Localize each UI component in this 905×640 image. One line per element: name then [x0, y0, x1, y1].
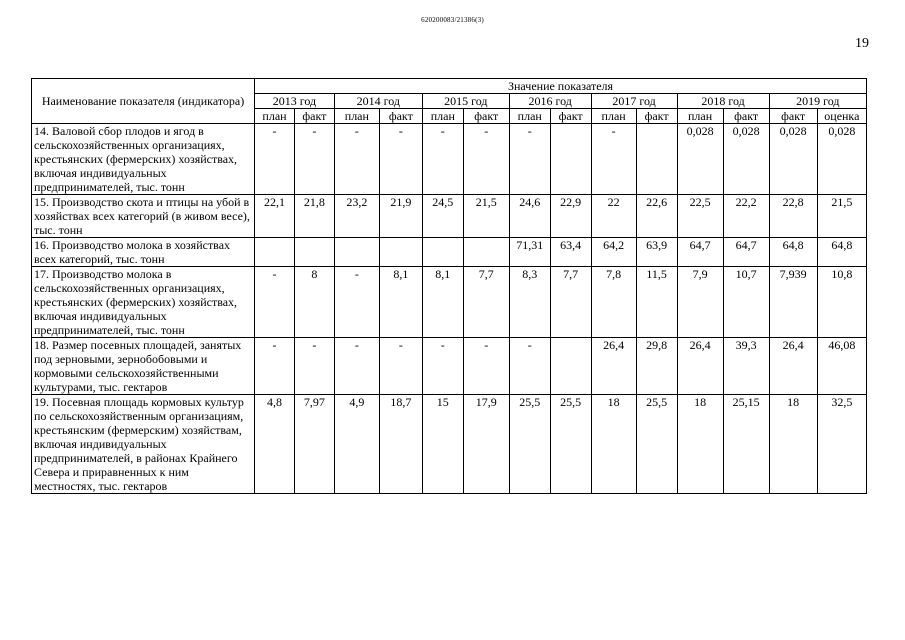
value-cell: 17,9 — [463, 395, 509, 494]
value-cell: 7,939 — [769, 267, 817, 338]
value-cell: - — [334, 124, 379, 195]
subcol-header: факт — [463, 109, 509, 124]
value-cell — [550, 124, 591, 195]
value-cell: - — [463, 124, 509, 195]
value-cell: - — [255, 338, 295, 395]
indicator-name: 18. Размер посевных площадей, занятых под зерновыми, зернобобовыми и кормовыми сельскохозяйственными культурами, тыс. гектаров — [32, 338, 255, 395]
value-cell: 22,1 — [255, 195, 295, 238]
header-row-top — [32, 79, 867, 94]
value-cell: 8 — [294, 267, 334, 338]
value-cell: 25,5 — [509, 395, 550, 494]
year-header: 2015 год — [422, 94, 509, 109]
value-cell: 23,2 — [334, 195, 379, 238]
value-cell: 25,5 — [550, 395, 591, 494]
value-cell: 63,9 — [636, 238, 677, 267]
value-cell — [550, 338, 591, 395]
value-cell: 25,15 — [723, 395, 769, 494]
value-header: Значение показателя — [255, 79, 867, 94]
value-cell: 7,97 — [294, 395, 334, 494]
value-cell: 26,4 — [677, 338, 723, 395]
subcol-header: факт — [723, 109, 769, 124]
value-cell: 29,8 — [636, 338, 677, 395]
year-header: 2014 год — [334, 94, 422, 109]
value-cell: 22,2 — [723, 195, 769, 238]
subcol-header: оценка — [817, 109, 866, 124]
value-cell: - — [422, 338, 463, 395]
value-cell: 0,028 — [723, 124, 769, 195]
value-cell: 46,08 — [817, 338, 866, 395]
value-cell: 4,9 — [334, 395, 379, 494]
subcol-header: факт — [769, 109, 817, 124]
value-cell: 26,4 — [769, 338, 817, 395]
value-cell: 18,7 — [379, 395, 422, 494]
indicator-name: 16. Производство молока в хозяйствах всех категорий, тыс. тонн — [32, 238, 255, 267]
value-cell: 21,9 — [379, 195, 422, 238]
subcol-header: факт — [636, 109, 677, 124]
value-cell: - — [255, 267, 295, 338]
value-cell: 39,3 — [723, 338, 769, 395]
value-cell: 11,5 — [636, 267, 677, 338]
value-cell: - — [591, 124, 636, 195]
table-row — [32, 124, 867, 195]
value-cell — [379, 238, 422, 267]
value-cell: - — [334, 338, 379, 395]
value-cell: - — [294, 338, 334, 395]
subcol-header: план — [422, 109, 463, 124]
subcol-header: план — [509, 109, 550, 124]
value-cell: 10,7 — [723, 267, 769, 338]
value-cell — [334, 238, 379, 267]
value-cell: 18 — [769, 395, 817, 494]
value-cell: 8,1 — [379, 267, 422, 338]
value-cell: 22,6 — [636, 195, 677, 238]
indicator-table — [31, 78, 867, 494]
value-cell: - — [294, 124, 334, 195]
subcol-header: план — [591, 109, 636, 124]
value-cell: - — [379, 124, 422, 195]
value-cell: 64,8 — [817, 238, 866, 267]
value-cell: 22,9 — [550, 195, 591, 238]
indicator-name: 14. Валовой сбор плодов и ягод в сельскохозяйственных организациях, крестьянских (фермерских) хозяйствах, включая индивидуальных предпринимателей, тыс. тонн — [32, 124, 255, 195]
value-cell — [636, 124, 677, 195]
value-cell: - — [334, 267, 379, 338]
subcol-header: план — [677, 109, 723, 124]
value-cell: 7,9 — [677, 267, 723, 338]
value-cell: 63,4 — [550, 238, 591, 267]
value-cell: 32,5 — [817, 395, 866, 494]
value-cell: 64,7 — [723, 238, 769, 267]
value-cell: 4,8 — [255, 395, 295, 494]
value-cell: 64,7 — [677, 238, 723, 267]
value-cell: 7,7 — [550, 267, 591, 338]
year-header: 2017 год — [591, 94, 677, 109]
value-cell: 71,31 — [509, 238, 550, 267]
value-cell: 10,8 — [817, 267, 866, 338]
indicator-name: 19. Посевная площадь кормовых культур по сельскохозяйственным организациям, крестьянским (фермерским) хозяйствам, включая индивидуальных предпринимателей, в районах Крайнего Севера и приравненных к ним местностях, тыс. гектаров — [32, 395, 255, 494]
value-cell — [422, 238, 463, 267]
table-row — [32, 238, 867, 267]
value-cell — [294, 238, 334, 267]
value-cell: 0,028 — [769, 124, 817, 195]
subcol-header: факт — [550, 109, 591, 124]
value-cell: 22,5 — [677, 195, 723, 238]
value-cell: 21,5 — [463, 195, 509, 238]
value-cell: 7,7 — [463, 267, 509, 338]
subcol-header: факт — [379, 109, 422, 124]
document-code: 620200083/21386(3) — [421, 16, 484, 24]
subcol-header: факт — [294, 109, 334, 124]
value-cell: 8,3 — [509, 267, 550, 338]
table-row — [32, 395, 867, 494]
value-cell: 25,5 — [636, 395, 677, 494]
value-cell: - — [509, 338, 550, 395]
table-row — [32, 338, 867, 395]
value-cell: 26,4 — [591, 338, 636, 395]
table-row — [32, 267, 867, 338]
value-cell: - — [255, 124, 295, 195]
year-header: 2013 год — [255, 94, 335, 109]
value-cell: 8,1 — [422, 267, 463, 338]
value-cell: 18 — [591, 395, 636, 494]
value-cell: 22,8 — [769, 195, 817, 238]
value-cell: 7,8 — [591, 267, 636, 338]
value-cell: 0,028 — [677, 124, 723, 195]
value-cell: - — [463, 338, 509, 395]
indicator-name: 15. Производство скота и птицы на убой в хозяйствах всех категорий (в живом весе), тыс. тонн — [32, 195, 255, 238]
subcol-header: план — [255, 109, 295, 124]
year-header: 2019 год — [769, 94, 866, 109]
value-cell: 15 — [422, 395, 463, 494]
value-cell: 64,8 — [769, 238, 817, 267]
value-cell — [255, 238, 295, 267]
indicator-name-header: Наименование показателя (индикатора) — [32, 79, 255, 124]
value-cell: - — [422, 124, 463, 195]
year-header: 2018 год — [677, 94, 769, 109]
value-cell: 24,6 — [509, 195, 550, 238]
year-header: 2016 год — [509, 94, 591, 109]
value-cell: 24,5 — [422, 195, 463, 238]
page-number: 19 — [855, 36, 869, 51]
indicator-name: 17. Производство молока в сельскохозяйственных организациях, крестьянских (фермерских) хозяйствах, включая индивидуальных предпринимателей, тыс. тонн — [32, 267, 255, 338]
table-row — [32, 195, 867, 238]
value-cell: - — [379, 338, 422, 395]
value-cell — [463, 238, 509, 267]
value-cell: 18 — [677, 395, 723, 494]
value-cell: 22 — [591, 195, 636, 238]
value-cell: - — [509, 124, 550, 195]
value-cell: 21,8 — [294, 195, 334, 238]
value-cell: 64,2 — [591, 238, 636, 267]
value-cell: 0,028 — [817, 124, 866, 195]
subcol-header: план — [334, 109, 379, 124]
value-cell: 21,5 — [817, 195, 866, 238]
